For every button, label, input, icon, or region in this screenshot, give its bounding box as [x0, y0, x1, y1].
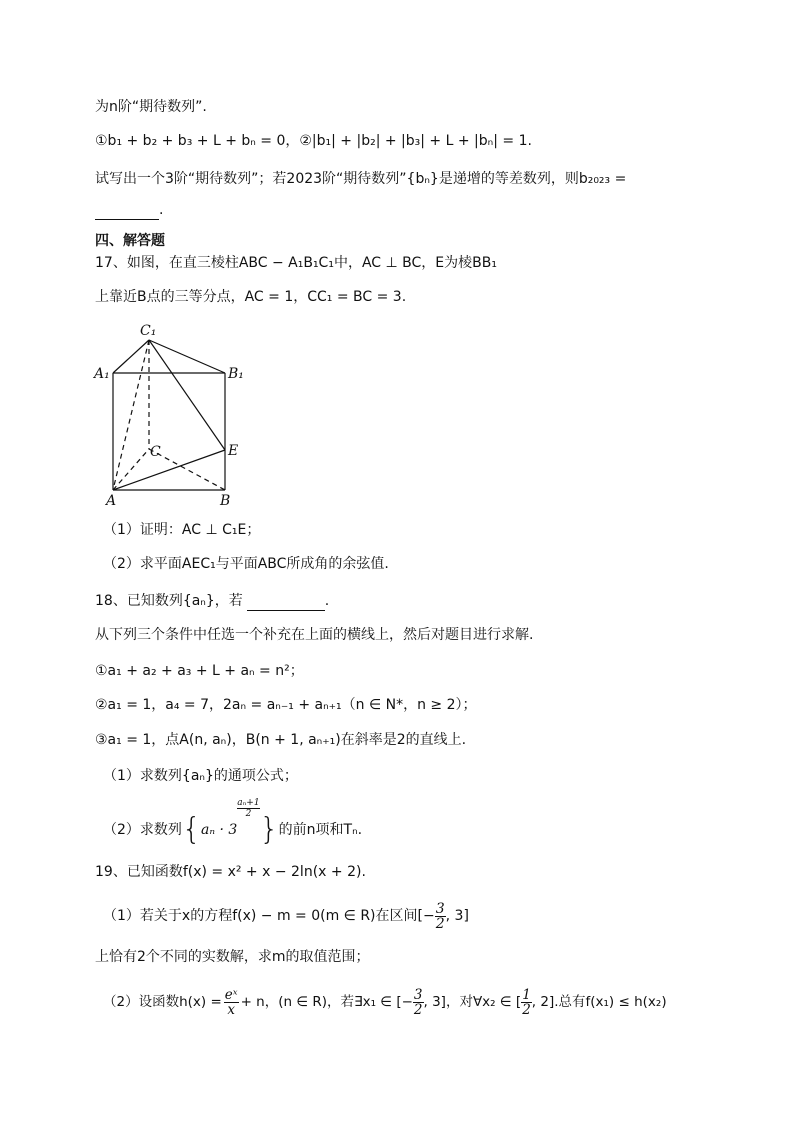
edge-c1-a	[113, 340, 149, 490]
fraction-3-2-b	[413, 988, 424, 1017]
q18-stem: 18、已知数列{aₙ}，若	[95, 593, 243, 609]
fraction-num: 3	[413, 986, 423, 1003]
q18-part2-lead: （2）求数列	[103, 822, 182, 838]
q18-stem-tail: .	[324, 593, 330, 609]
q19-part1	[103, 896, 469, 936]
q16-line1: 为n阶“期待数列”.	[95, 99, 207, 115]
q19-part1-line2: 上恰有2个不同的实数解，求m的取值范围；	[95, 949, 370, 965]
fraction-3-2	[435, 902, 446, 931]
q19-part2-lead: （2）设函数h(x) =	[103, 994, 222, 1010]
q19-part1-tail: , 3]	[445, 908, 469, 924]
q16-answer-line	[95, 200, 163, 220]
q18-part2-tail: 的前n项和Tₙ.	[278, 822, 363, 838]
label-c: C	[150, 444, 161, 460]
section-heading: 四、解答题	[95, 233, 165, 249]
q19-part2	[103, 982, 667, 1022]
fraction-num: 3	[435, 900, 445, 917]
q17-line2: 上靠近B点的三等分点，AC = 1，CC₁ = BC = 3.	[95, 289, 407, 305]
q19-line1: 19、已知函数f(x) = x² + x − 2ln(x + 2).	[95, 864, 366, 880]
exponent-den: 2	[245, 809, 252, 819]
q18-part1: （1）求数列{aₙ}的通项公式；	[103, 768, 298, 784]
label-e: E	[228, 443, 239, 459]
prism-figure	[92, 318, 252, 510]
fraction-ex-x	[224, 988, 239, 1017]
q18-instruction: 从下列三个条件中任选一个补充在上面的横线上，然后对题目进行求解.	[95, 627, 534, 643]
exponent	[237, 798, 259, 819]
q19-part2-mid2: , 3]，对∀x₂ ∈ [	[423, 994, 522, 1010]
fraction-den: x	[227, 1001, 235, 1018]
edge-a1-c1	[113, 340, 149, 373]
label-b1: B₁	[228, 366, 244, 382]
q18-condition-2: ②a₁ = 1，a₄ = 7，2aₙ = aₙ₋₁ + aₙ₊₁（n ∈ N*，n ≥ 2）；	[95, 697, 477, 713]
q19-part1-lead: （1）若关于x的方程f(x) − m = 0(m ∈ R)在区间[−	[103, 908, 435, 924]
q19-part2-tail: , 2].总有f(x₁) ≤ h(x₂)	[531, 994, 667, 1010]
fraction-1-2	[521, 988, 532, 1017]
q18-line1	[95, 591, 329, 611]
label-b: B	[220, 493, 231, 509]
q17-line1: 17、如图，在直三棱柱ABC − A₁B₁C₁中，AC ⊥ BC，E为棱BB₁	[95, 255, 497, 271]
q19-part2-mid: + n，(n ∈ R)，若∃x₁ ∈ [−	[240, 994, 413, 1010]
sequence-term: aₙ · 3	[201, 822, 238, 838]
fraction-num: eˣ	[224, 986, 238, 1003]
q16-conditions: ①b₁ + b₂ + b₃ + L + bₙ = 0，②|b₁| + |b₂| + |b₃| + L + |bₙ| = 1.	[95, 133, 532, 149]
right-brace: }	[259, 812, 279, 847]
label-a: A	[106, 493, 117, 509]
fraction-den: 2	[413, 1001, 423, 1018]
q17-part2: （2）求平面AEC₁与平面ABC所成角的余弦值.	[103, 556, 389, 572]
answer-blank[interactable]	[95, 203, 159, 220]
fraction-den: 2	[522, 1001, 531, 1018]
edge-a-e	[113, 450, 225, 490]
exponent-num: aₙ+1	[237, 798, 260, 808]
q18-part2	[103, 798, 362, 846]
q17-part1: （1）证明：AC ⊥ C₁E；	[103, 522, 261, 538]
q16-question: 试写出一个3阶“期待数列”；若2023阶“期待数列”{bₙ}是递增的等差数列，则b₂₀₂₃ =	[95, 171, 627, 187]
left-brace: {	[181, 812, 202, 847]
q16-tail: .	[159, 202, 164, 218]
fraction-den: 2	[435, 915, 445, 932]
q18-condition-3: ③a₁ = 1，点A(n, aₙ)，B(n + 1, aₙ₊₁)在斜率是2的直线上.	[95, 732, 467, 748]
label-c1: C₁	[140, 323, 157, 339]
q18-condition-1: ①a₁ + a₂ + a₃ + L + aₙ = n²；	[95, 663, 304, 679]
fraction-num: 1	[522, 986, 531, 1003]
label-a1: A₁	[94, 366, 110, 382]
condition-blank[interactable]	[247, 594, 325, 611]
